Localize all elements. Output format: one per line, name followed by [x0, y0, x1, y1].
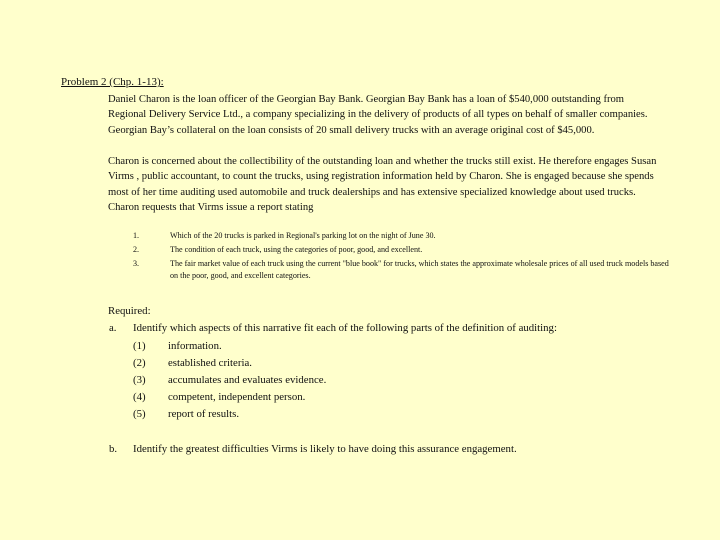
question-text: Identify which aspects of this narrative fit each of the following parts of the definition of auditing: — [133, 322, 557, 334]
part-number: (4) — [133, 391, 146, 403]
list-item-number: 1. — [133, 231, 140, 240]
list-item-number: 2. — [133, 244, 140, 254]
part-number: (2) — [133, 357, 146, 369]
part-number: (5) — [133, 408, 146, 420]
list-item — [133, 230, 673, 242]
part-text: information. — [168, 340, 222, 352]
narrative-paragraph-2: Charon is concerned about the collectibility of the outstanding loan and whether the trucks still exist. He therefore engages Susan Virms , public accountant, to count the trucks, using registration information held by Charon. She is engaged because she spends most of her time auditing used automobile and truck dealerships and has extensive specialized knowledge about used trucks. Charon requests that Virms issue a report stating — [108, 156, 657, 213]
list-item — [133, 258, 673, 281]
part-text: competent, independent person. — [168, 391, 306, 403]
list-item-number: 3. — [133, 258, 140, 268]
part-number: (3) — [133, 374, 146, 386]
question-text: Identify the greatest difficulties Virms is likely to have doing this assurance engagement. — [133, 443, 517, 455]
list-item-text: The condition of each truck, using the categories of poor, good, and excellent. — [170, 244, 423, 254]
part-text: established criteria. — [168, 357, 252, 369]
list-item-text: Which of the 20 trucks is parked in Regional's parking lot on the night of June 30. — [170, 231, 436, 240]
part-text: report of results. — [168, 408, 240, 420]
part-number: (1) — [133, 340, 146, 352]
question-letter: b. — [109, 443, 118, 455]
list-item — [133, 244, 673, 256]
problem-title: Problem 2 (Chp. 1-13): — [61, 76, 164, 88]
required-label: Required: — [108, 305, 151, 317]
list-item-text: The fair market value of each truck using the current "blue book" for trucks, which states the approximate wholesale prices of all used truck models based on the poor, good, and excellent categories. — [170, 258, 669, 280]
report-items-list — [133, 230, 673, 284]
question-letter: a. — [109, 322, 117, 334]
narrative-paragraph-1: Daniel Charon is the loan officer of the Georgian Bay Bank. Georgian Bay Bank has a loan of $540,000 outstanding from Regional Delivery Service Ltd., a company specializing in the delivery of products of all types on behalf of smaller companies. Georgian Bay’s collateral on the loan consists of 20 small delivery trucks with an average original cost of $45,000. — [108, 94, 648, 136]
part-text: accumulates and evaluates evidence. — [168, 374, 327, 386]
